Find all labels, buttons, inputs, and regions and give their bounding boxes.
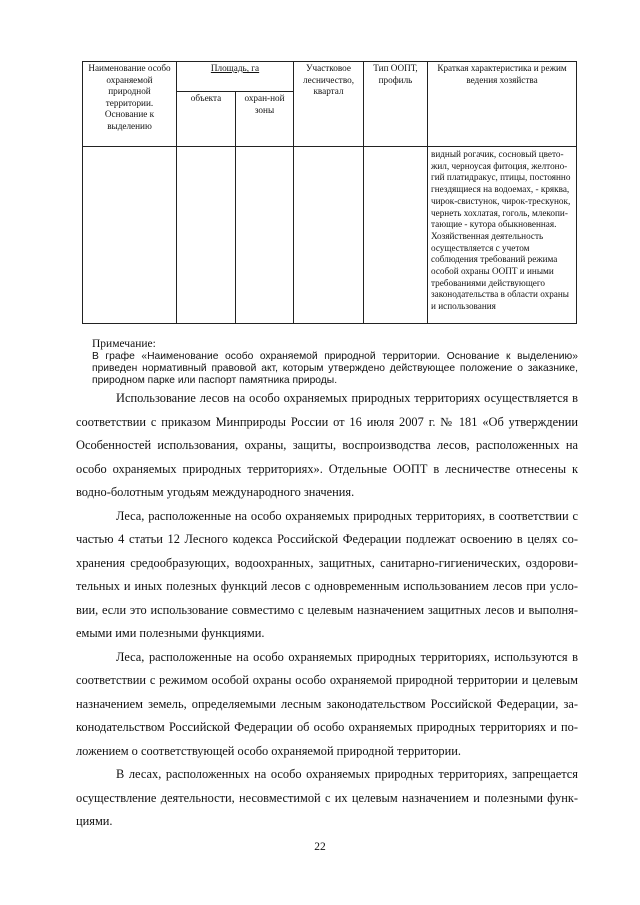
paragraph: Леса, расположенные на особо охраняемых природных территориях, в соответствии с частью 4 статьи 12 Лесного кодекса Российской Федерации подлежат освоению в целях со-хранения средообразующих, водоохранных, защитных, санитарно-гигиенических, оздорови-тельных и иных полезных функций лесов с одновременным использованием лесов при усло-вии, если это использование совместимо с целевым назначением защитных лесов и выполня-емыми ими полезными функциями.: [76, 508, 578, 640]
header-forestry: Участковое лесничество, квартал: [294, 62, 364, 147]
table-row: [83, 147, 577, 324]
header-area-object: объекта: [177, 92, 236, 147]
note-title: Примечание:: [92, 338, 156, 350]
note-text: В графе «Наименование особо охраняемой природной территории. Основание к выделению» приведен нормативный правовой акт, которым утверждено действующее положение о заказнике, природном парке или паспорт памятника природы.: [92, 351, 578, 387]
paragraph: В лесах, расположенных на особо охраняемых природных территориях, запрещается осуществление деятельности, несовместимой с их целевым назначением и полезными функ-циями.: [76, 767, 578, 828]
body-text: [76, 387, 578, 834]
protected-areas-table: [82, 61, 577, 324]
header-name: Наименование особо охраняемой природной территории. Основание к выделению: [83, 62, 177, 147]
header-area-buffer: охран-ной зоны: [236, 92, 294, 147]
cell-type: [364, 147, 428, 324]
paragraph: Использование лесов на особо охраняемых природных территориях осуществляется в соответствии с приказом Минприроды России от 16 июля 2007 г. № 181 «Об утверждении Особенностей использования, охраны, защиты, воспроизводства лесов, расположенных на особо охраняемых природных территориях». Отдельные ООПТ в лесничестве отнесены к водно-болотным угодьям международного значения.: [76, 391, 578, 499]
cell-forestry: [294, 147, 364, 324]
cell-area-object: [177, 147, 236, 324]
cell-description: видный рогачик, сосновый цвето-жил, черноусая фитоция, желтоно-гий платидракус, птицы, постоянно гнездящиеся на водоемах, - кряква, чирок-свистунок, чирок-трескунок, чернеть хохлатая, гоголь, млекопи-тающие - кутора обыкновенная. Хозяйственная деятельность осуществляется с учетом соблюдения требований режима особой охраны ООПТ и иными требованиями действующего законодательства в области охраны и использования: [428, 147, 577, 324]
header-type: Тип ООПТ, профиль: [364, 62, 428, 147]
paragraph: Леса, расположенные на особо охраняемых природных территориях, используются в соответствии с режимом особой охраны особо охраняемой природной территории и целевым назначением земель, определяемыми лесным законодательством Российской Федерации, за-конодательством Российской Федерации об особо охраняемых природных территориях и по-ложением о соответствующей особо охраняемой природной территории.: [76, 649, 578, 758]
cell-area-buffer: [236, 147, 294, 324]
header-description: Краткая характеристика и режим ведения хозяйства: [428, 62, 577, 147]
header-area: Площадь, га: [177, 62, 294, 92]
cell-name: [83, 147, 177, 324]
table-header-row: [83, 62, 577, 92]
page-number: 22: [314, 841, 326, 853]
